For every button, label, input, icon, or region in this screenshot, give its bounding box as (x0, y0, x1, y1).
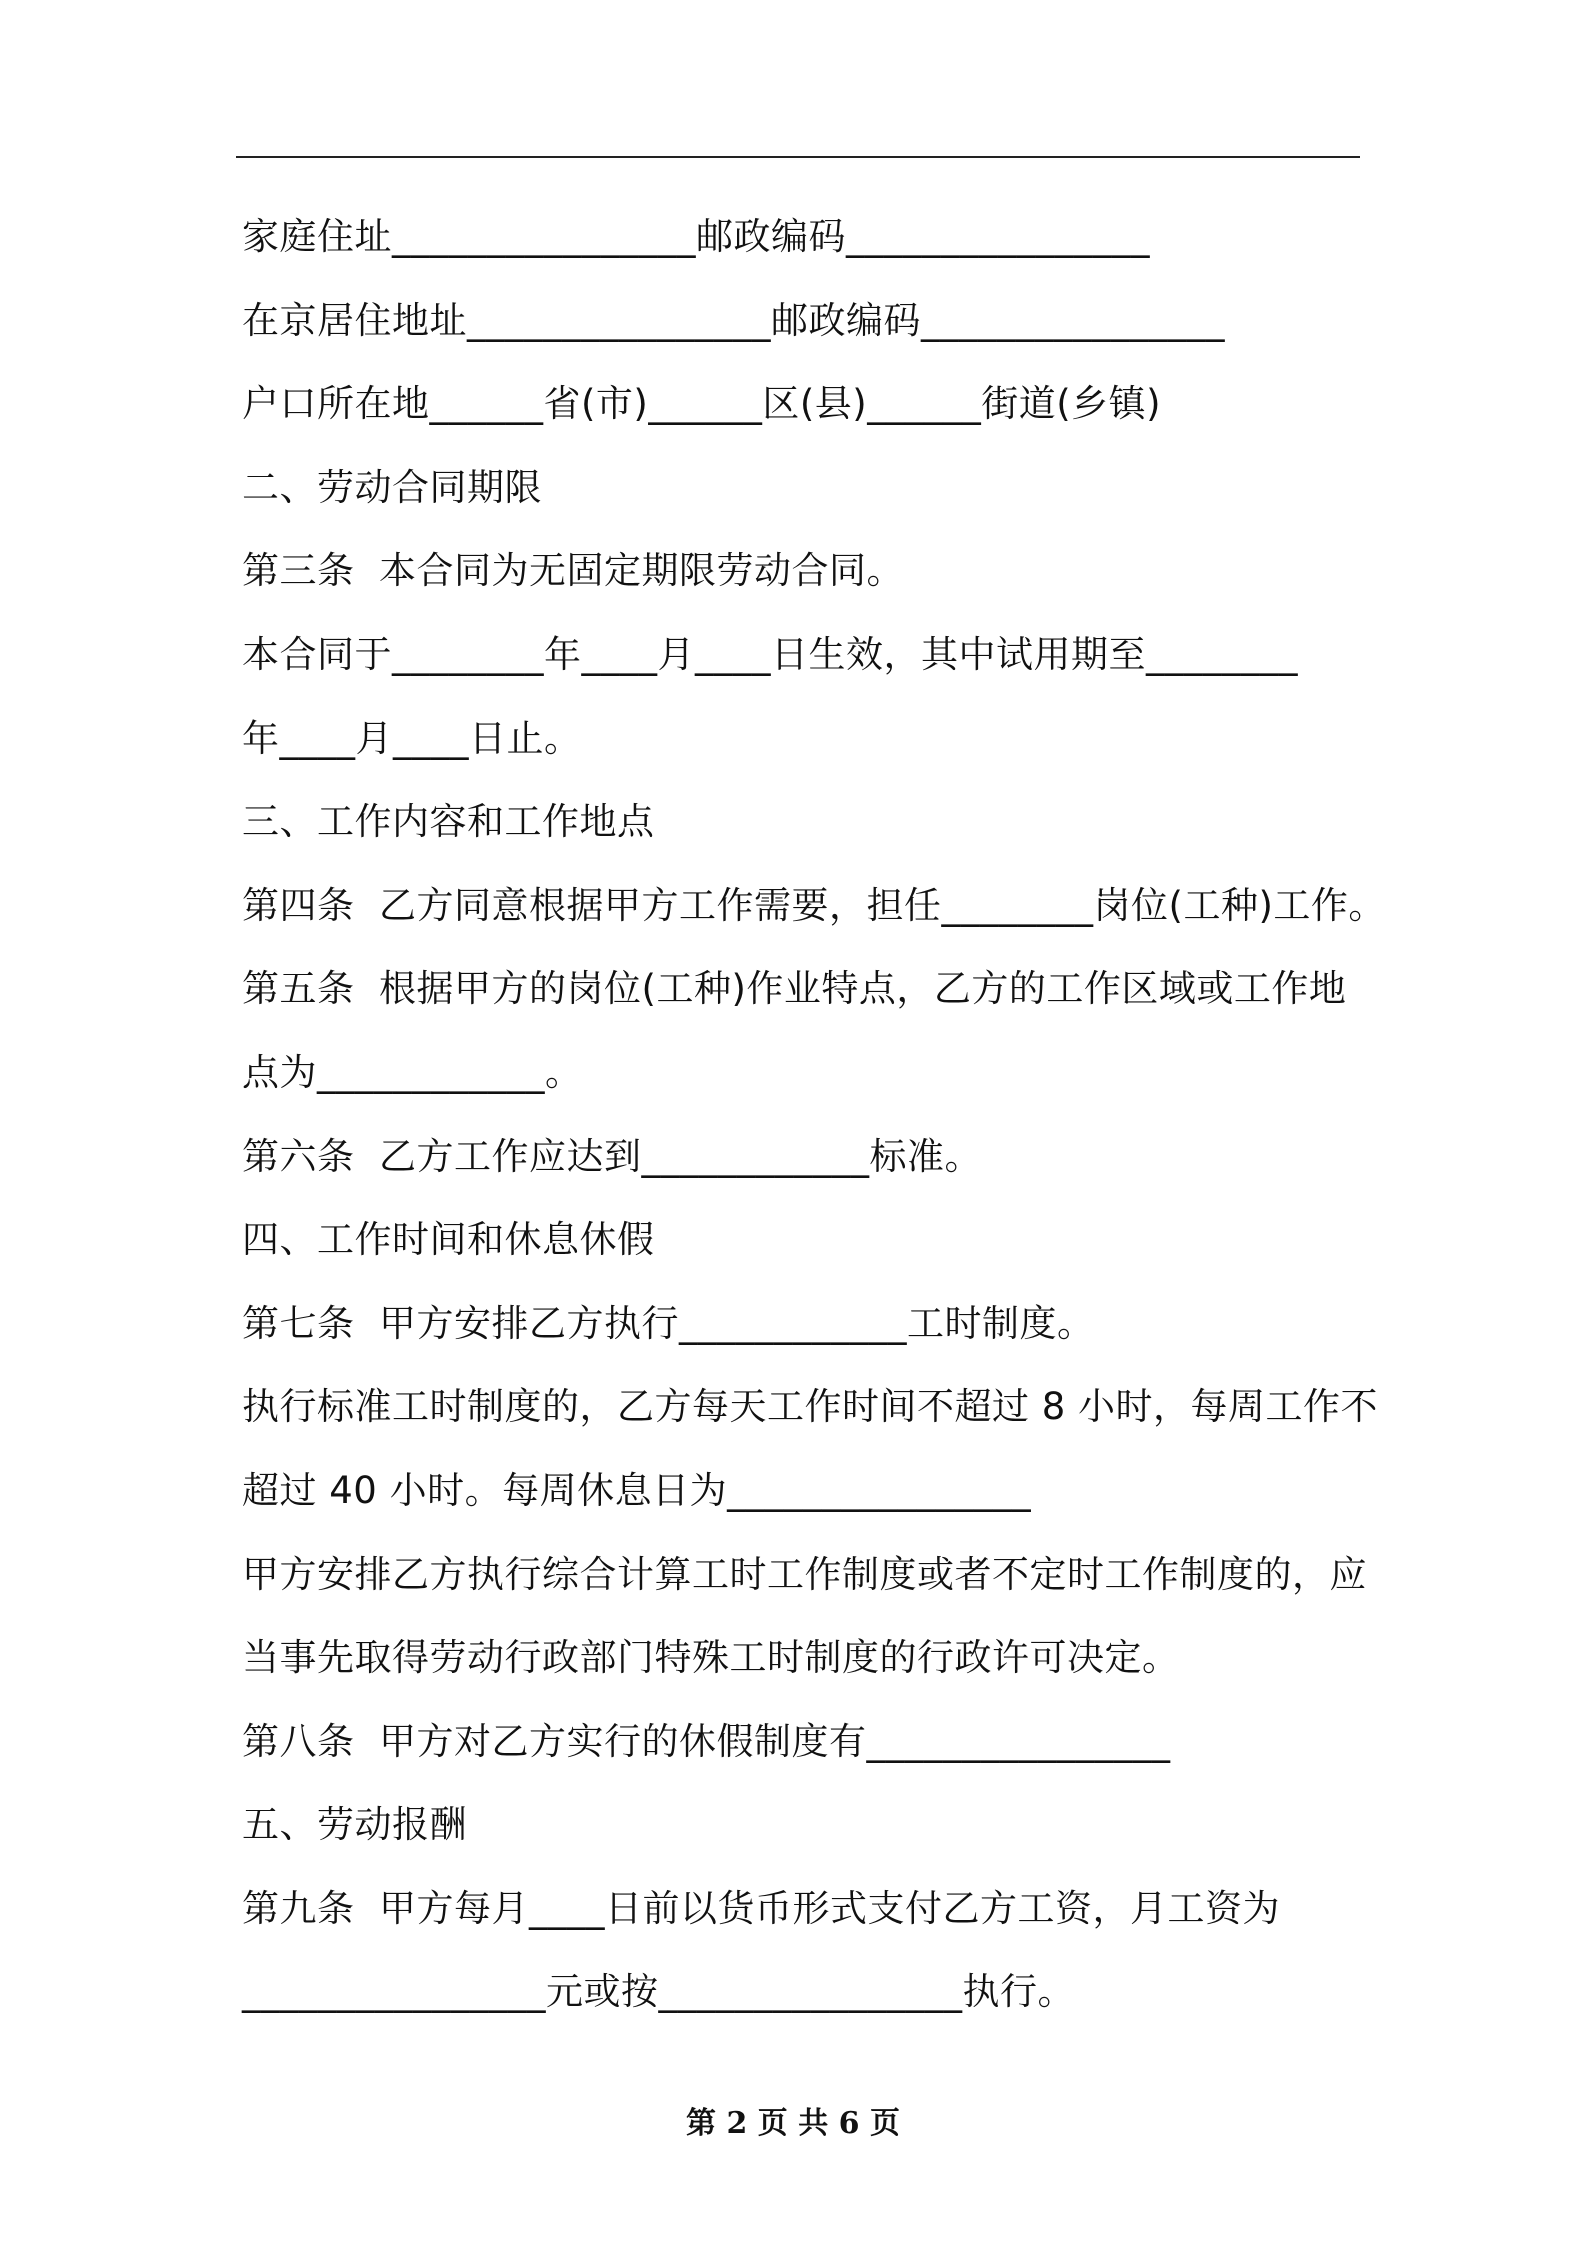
text-line: 点为____________。 (242, 1050, 583, 1094)
clause-line: 第四条 乙方同意根据甲方工作需要，担任________岗位(工种)工作。 (242, 883, 1386, 927)
clause-line: 第九条 甲方每月____日前以货币形式支付乙方工资，月工资为 (242, 1886, 1281, 1930)
clause-line: 第三条 本合同为无固定期限劳动合同。 (242, 549, 905, 593)
page-number-footer: 第 2 页 共 6 页 (686, 2106, 900, 2141)
document-body (242, 195, 1386, 2034)
section-heading: 五、劳动报酬 (242, 1803, 467, 1847)
text-line: 家庭住址________________邮政编码________________ (242, 215, 1150, 258)
header-rule (236, 156, 1360, 158)
clause-line: 第七条 甲方安排乙方执行____________工时制度。 (242, 1301, 1095, 1345)
text-line: 本合同于________年____月____日生效，其中试用期至________ (242, 632, 1298, 676)
text-line: 甲方安排乙方执行综合计算工时工作制度或者不定时工作制度的，应 (242, 1552, 1367, 1596)
text-line: 年____月____日止。 (242, 716, 582, 760)
text-line: 超过 40 小时。每周休息日为________________ (242, 1468, 1032, 1512)
text-line: 在京居住地址________________邮政编码________________ (242, 298, 1225, 342)
text-line: 户口所在地______省(市)______区(县)______街道(乡镇) (242, 382, 1162, 426)
text-line: 执行标准工时制度的，乙方每天工作时间不超过 8 小时，每周工作不 (242, 1385, 1379, 1429)
section-heading: 二、劳动合同期限 (242, 465, 542, 509)
text-line: 当事先取得劳动行政部门特殊工时制度的行政许可决定。 (242, 1636, 1180, 1680)
clause-line: 第五条 根据甲方的岗位(工种)作业特点，乙方的工作区域或工作地 (242, 967, 1347, 1011)
clause-line: 第八条 甲方对乙方实行的休假制度有________________ (242, 1719, 1171, 1763)
text-line: ________________元或按________________执行。 (242, 1970, 1075, 2014)
clause-line: 第六条 乙方工作应达到____________标准。 (242, 1134, 983, 1178)
section-heading: 四、工作时间和休息休假 (242, 1218, 655, 1262)
section-heading: 三、工作内容和工作地点 (242, 800, 655, 844)
